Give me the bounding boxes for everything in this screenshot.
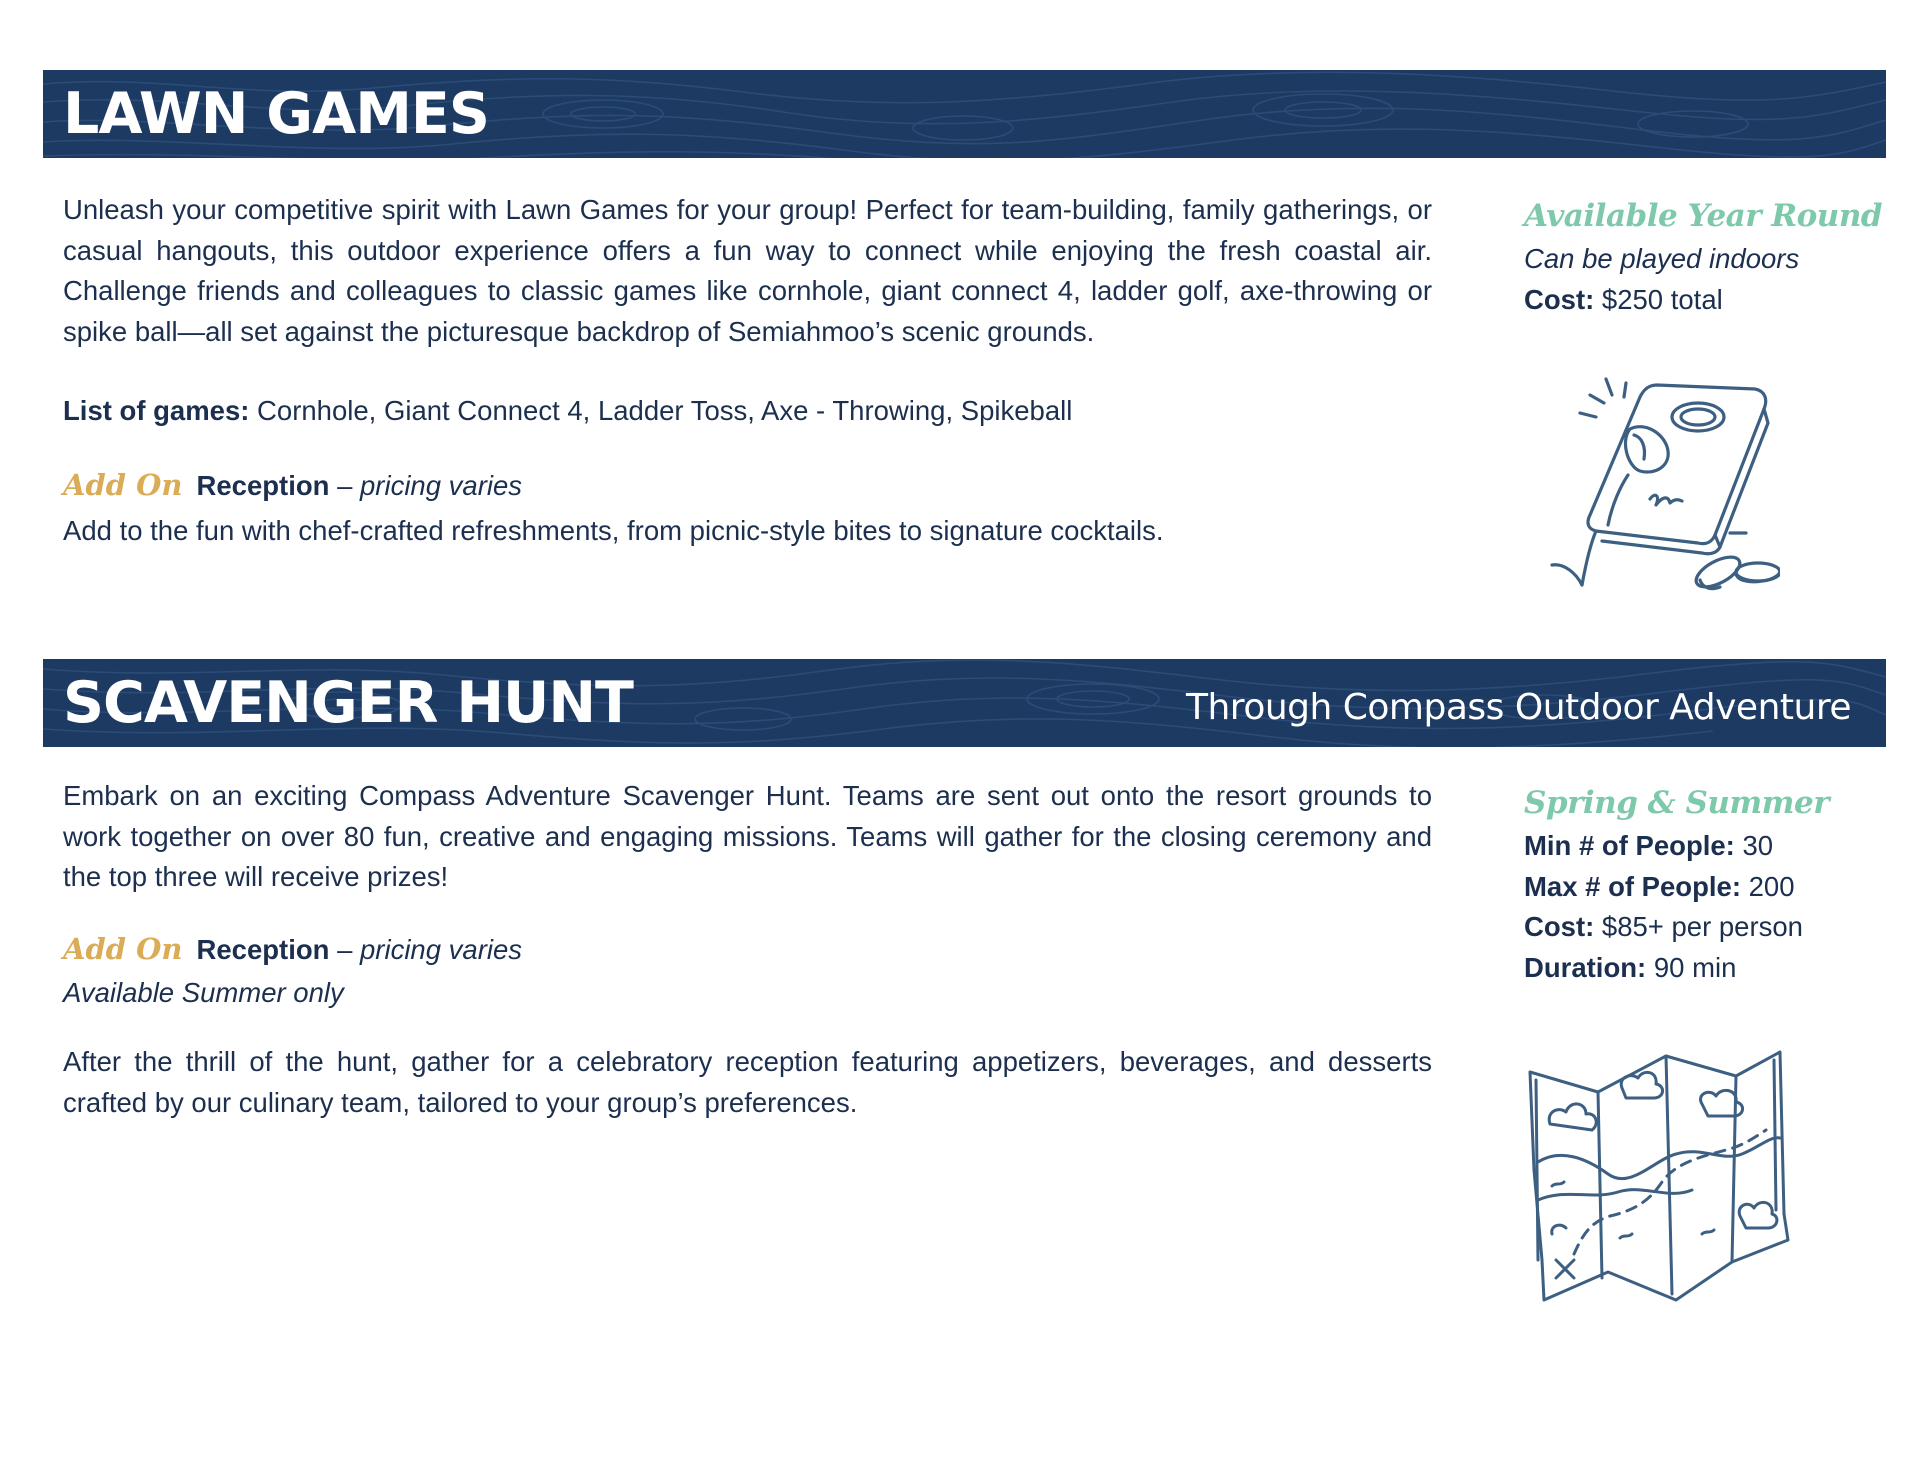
- addon-script-label: Add On: [63, 932, 183, 966]
- max-people-row: [1524, 867, 1829, 908]
- addon-dash: –: [329, 470, 361, 501]
- cost-row: [1524, 907, 1829, 948]
- lawn-games-description: Unleash your competitive spirit with Lawn Games for your group! Perfect for team-building, family gatherings, or casual hangouts, this outdoor experience offers a fun way to connect while enjoying the fresh coastal air. Challenge friends and colleagues to classic games like cornhole, giant connect 4, ladder golf, axe-throwing or spike ball—all set against the picturesque backdrop of Semiahmoo’s scenic grounds.: [63, 194, 1432, 347]
- addon-pricing: pricing varies: [360, 934, 523, 965]
- addon-title: Reception: [196, 934, 330, 965]
- season-label: Spring & Summer: [1524, 785, 1830, 821]
- scavenger-hunt-description: Embark on an exciting Compass Adventure Scavenger Hunt. Teams are sent out onto the resort grounds to work together on over 80 fun, creative and engaging missions. Teams will gather for the closing ceremony and the top three will receive prizes!: [63, 780, 1432, 892]
- lawn-games-addon-description: Add to the fun with chef-crafted refreshments, from picnic-style bites to signature cocktails.: [63, 515, 1164, 546]
- min-people-label: Min # of People:: [1524, 830, 1735, 861]
- scavenger-hunt-details: [1524, 780, 1829, 988]
- games-list-value: Cornhole, Giant Connect 4, Ladder Toss, Axe - Throwing, Spikeball: [249, 395, 1073, 426]
- addon-title: Reception: [196, 470, 330, 501]
- cost-value: $85+ per person: [1594, 911, 1803, 942]
- lawn-games-title: LAWN GAMES: [63, 81, 489, 147]
- lawn-games-addon: [63, 465, 522, 506]
- addon-pricing: pricing varies: [360, 470, 523, 501]
- max-people-value: 200: [1741, 870, 1795, 902]
- duration-row: [1524, 948, 1829, 989]
- scavenger-hunt-title: SCAVENGER HUNT: [63, 670, 633, 736]
- addon-script-label: Add On: [63, 468, 183, 502]
- cost-label: Cost:: [1524, 911, 1595, 942]
- scavenger-hunt-addon-description: After the thrill of the hunt, gather for a celebratory reception featuring appetizers, beverages, and desserts crafted by our culinary team, tailored to your group’s preferences.: [63, 1046, 1432, 1118]
- min-people-row: [1524, 826, 1829, 867]
- cornhole-board-icon: [1550, 375, 1780, 605]
- games-list: [63, 391, 1072, 431]
- lawn-games-details: [1524, 193, 1882, 320]
- cost-label: Cost:: [1524, 283, 1595, 315]
- duration-label: Duration:: [1524, 951, 1647, 983]
- addon-availability-note: Available Summer only: [63, 977, 344, 1008]
- scavenger-hunt-addon: [63, 929, 522, 970]
- indoor-note: Can be played indoors: [1524, 243, 1800, 274]
- games-list-label: List of games:: [63, 395, 250, 426]
- treasure-map-icon: [1526, 1050, 1796, 1305]
- duration-value: 90 min: [1646, 951, 1737, 983]
- min-people-value: 30: [1734, 830, 1774, 861]
- cost-row: [1524, 280, 1882, 321]
- lawn-games-banner: [43, 70, 1886, 158]
- scavenger-hunt-banner: [43, 659, 1886, 747]
- cost-value: $250 total: [1594, 283, 1723, 315]
- max-people-label: Max # of People:: [1524, 870, 1741, 902]
- availability-label: Available Year Round: [1524, 198, 1883, 234]
- addon-dash: –: [329, 934, 361, 965]
- scavenger-hunt-subtitle: Through Compass Outdoor Adventure: [1186, 687, 1851, 728]
